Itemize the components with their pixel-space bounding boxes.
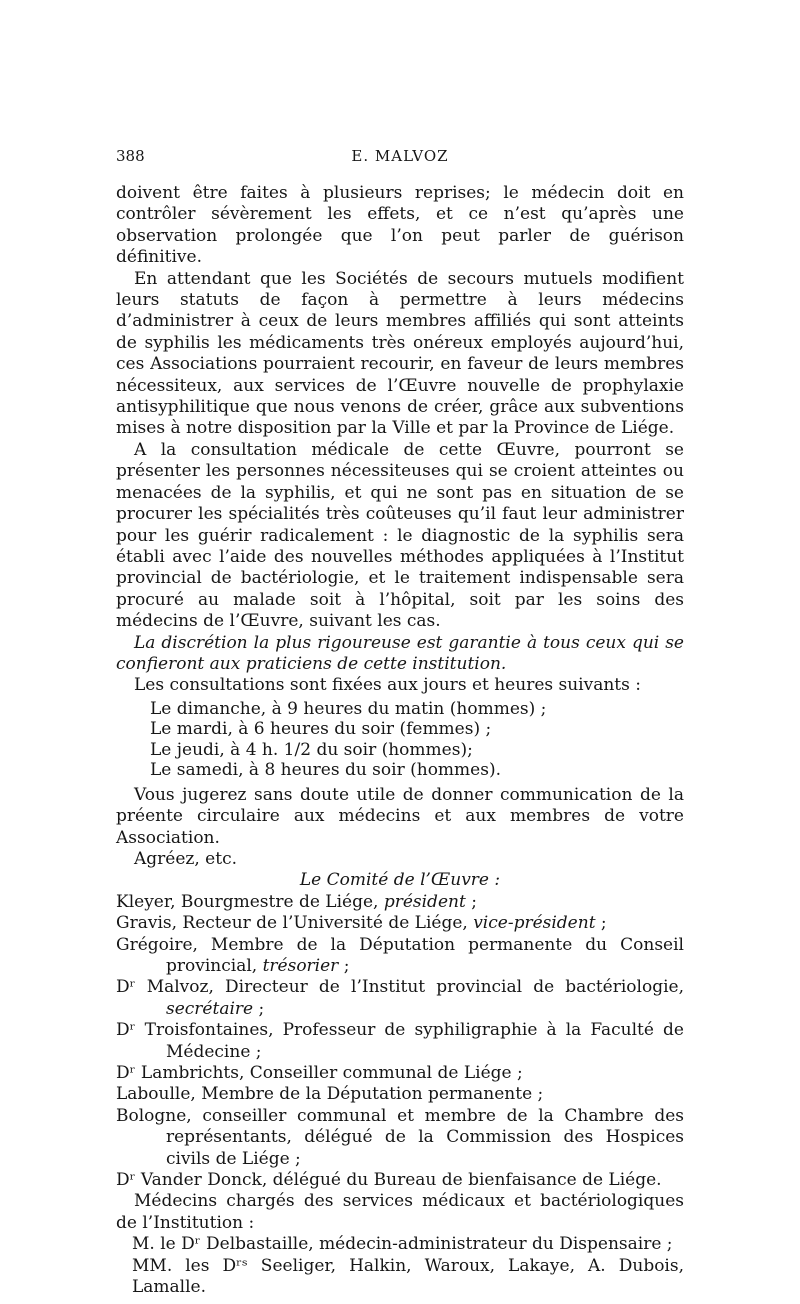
committee-member: Dʳ Troisfontaines, Professeur de syphiligraphie à la Faculté de Médecine ; xyxy=(116,1020,684,1062)
paragraph-continued: doivent être faites à plusieurs reprises; le médecin doit en contrôler sévèrement les effets, et ce n’est qu’après une observation prolongée que l’on peut parler de guérison définitive. xyxy=(116,183,684,268)
page-body xyxy=(116,183,684,1299)
member-role: vice-président xyxy=(473,913,596,934)
running-head: E. MALVOZ xyxy=(351,147,449,165)
committee-member: Laboulle, Membre de la Députation permanente ; xyxy=(116,1084,544,1105)
member-role: président xyxy=(383,891,466,912)
member-punct: ; xyxy=(253,998,265,1019)
member-punct: ; xyxy=(465,891,477,912)
committee-member: Dʳ Lambrichts, Conseiller communal de Liége ; xyxy=(116,1063,523,1084)
committee-heading: Le Comité de l’Œuvre : xyxy=(299,870,501,891)
committee-member xyxy=(116,977,684,1020)
paragraph-communication: Vous jugerez sans doute utile de donner communication de la préente circulaire aux médecins et aux membres de votre Association. xyxy=(116,784,684,848)
paragraph-closing: Agréez, etc. xyxy=(134,848,237,869)
committee-member xyxy=(116,913,684,934)
committee-member: Bologne, conseiller communal et membre de la Chambre des représentants, délégué de la Commission des Hospices civils de Liége ; xyxy=(116,1105,684,1169)
schedule-item: Le mardi, à 6 heures du soir (femmes) ; xyxy=(150,719,492,740)
schedule-item: Le jeudi, à 4 h. 1/2 du soir (hommes); xyxy=(150,739,473,760)
physician-line: M. le Dʳ Delbastaille, médecin-administrateur du Dispensaire ; xyxy=(132,1234,673,1255)
committee-member xyxy=(116,892,684,913)
paragraph-consultation: A la consultation médicale de cette Œuvre, pourront se présenter les personnes nécessiteuses qui se croient atteintes ou menacées de la syphilis, et qui ne sont pas en situation de se procurer les spécialités très coûteuses qu’il faut leur administrer pour les guérir radicalement : le diagnostic de la syphilis sera établi avec l’aide des nouvelles méthodes appliquées à l’Institut provincial de bactériologie, et le traitement indispensable sera procuré au malade soit à l’hôpital, soit par les soins des médecins de l’Œuvre, suivant les cas. xyxy=(116,439,684,632)
member-name: Kleyer, Bourgmestre de Liége, xyxy=(116,891,384,912)
member-name: Dʳ Malvoz, Directeur de l’Institut provincial de bactériologie, xyxy=(116,977,684,998)
member-punct: ; xyxy=(595,913,607,934)
committee-member xyxy=(116,935,684,978)
committee-member: Dʳ Vander Donck, délégué du Bureau de bienfaisance de Liége. xyxy=(116,1170,662,1191)
physicians-intro: Médecins chargés des services médicaux et bactériologiques de l’Institution : xyxy=(116,1191,684,1233)
member-name: Gravis, Recteur de l’Université de Liége, xyxy=(116,913,474,934)
page-number: 388 xyxy=(116,147,145,165)
member-punct: ; xyxy=(338,956,350,976)
member-name: Grégoire, Membre de la Députation permanente du Conseil provincial, xyxy=(116,934,684,976)
paragraph-discretion: La discrétion la plus rigoureuse est garantie à tous ceux qui se confieront aux praticiens de cette institution. xyxy=(116,632,684,674)
member-role: trésorier xyxy=(262,956,339,976)
schedule-list xyxy=(150,699,684,781)
member-role: secrétaire xyxy=(166,998,254,1019)
paragraph-schedule-intro: Les consultations sont fixées aux jours et heures suivants : xyxy=(134,675,641,696)
schedule-item: Le dimanche, à 9 heures du matin (hommes) ; xyxy=(150,698,547,719)
physician-line: MM. les Dʳˢ Seeliger, Halkin, Waroux, Lakaye, A. Dubois, Lamalle. xyxy=(132,1255,684,1298)
schedule-item: Le samedi, à 8 heures du soir (hommes). xyxy=(150,760,501,781)
paragraph-mutual-societies: En attendant que les Sociétés de secours mutuels modifient leurs statuts de façon à permettre à leurs médecins d’administrer à ceux de leurs membres affiliés qui sont atteints de syphilis les médicaments très onéreux employés aujourd’hui, ces Associations pourraient recourir, en faveur de leurs membres nécessiteux, aux services de l’Œuvre nouvelle de prophylaxie antisyphilitique que nous venons de créer, grâce aux subventions mises à notre disposition par la Ville et par la Province de Liége. xyxy=(116,268,684,439)
page-header xyxy=(116,147,684,169)
